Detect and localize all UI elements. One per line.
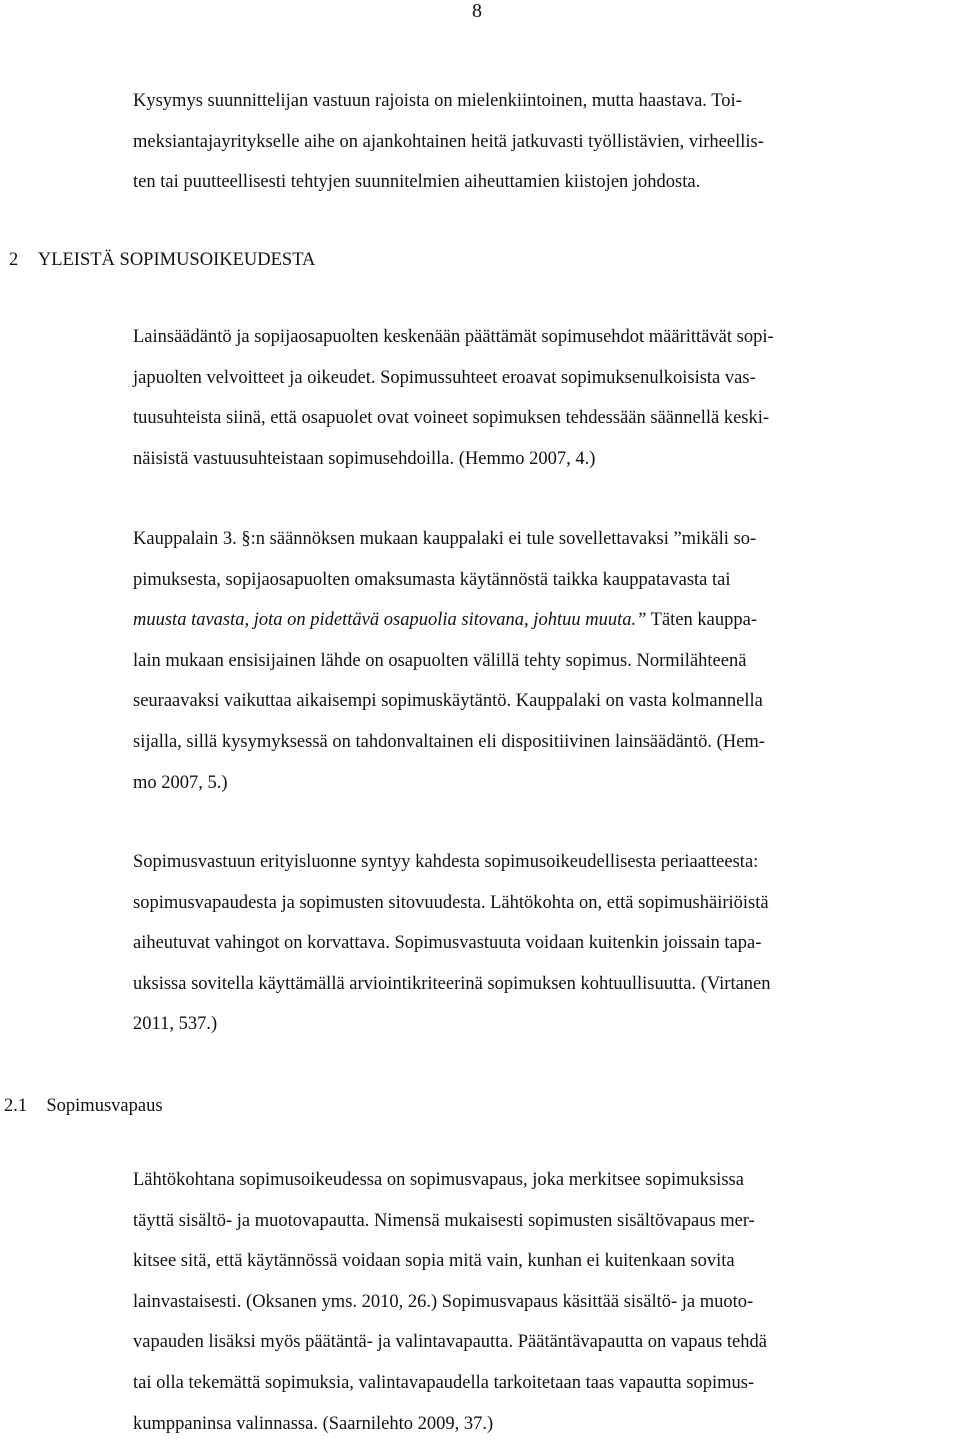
- paragraph-line: 2011, 537.): [133, 1014, 218, 1035]
- paragraph-text: Täten kauppa-: [646, 610, 757, 631]
- paragraph-line: tai olla tekemättä sopimuksia, valintavapaudella tarkoitetaan taas vapautta sopimus-: [133, 1372, 755, 1393]
- paragraph-line: kitsee sitä, että käytännössä voidaan sopia mitä vain, kunhan ei kuitenkaan sovita: [133, 1251, 735, 1272]
- section-number: 2: [9, 250, 19, 270]
- paragraph-line: lainvastaisesti. (Oksanen yms. 2010, 26.) Sopimusvapaus käsittää sisältö- ja muoto-: [133, 1291, 754, 1312]
- paragraph-line: aiheutuvat vahingot on korvattava. Sopimusvastuuta voidaan kuitenkin joissain tapa-: [133, 933, 762, 954]
- paragraph-line: uksissa sovitella käyttämällä arviointikriteerinä sopimuksen kohtuullisuutta. (Virtanen: [133, 973, 771, 994]
- paragraph-line: lain mukaan ensisijainen lähde on osapuolten välillä tehty sopimus. Normilähteenä: [133, 650, 747, 671]
- paragraph-line: Kauppalain 3. §:n säännöksen mukaan kauppalaki ei tule sovellettavaksi ”mikäli so-: [133, 529, 757, 549]
- paragraph-line: täyttä sisältö- ja muotovapautta. Nimensä mukaisesti sopimusten sisältövapaus mer-: [133, 1210, 755, 1231]
- paragraph-line: Lainsäädäntö ja sopijaosapuolten keskenään päättämät sopimusehdot määrittävät sopi-: [133, 327, 774, 347]
- paragraph-line: mo 2007, 5.): [133, 772, 228, 793]
- section-number: 2.1: [4, 1096, 28, 1116]
- paragraph-intro: [133, 81, 955, 203]
- paragraph-sales-act: [133, 519, 955, 803]
- paragraph-line: kumppaninsa valinnassa. (Saarnilehto 2009, 37.): [133, 1413, 494, 1434]
- paragraph-line: Lähtökohtana sopimusoikeudessa on sopimusvapaus, joka merkitsee sopimuksissa: [133, 1170, 744, 1190]
- section-heading-2: [9, 240, 315, 280]
- paragraph-line: japuolten velvoitteet ja oikeudet. Sopimussuhteet eroavat sopimuksenulkoisista vas-: [133, 367, 756, 388]
- quoted-law-text: muusta tavasta, jota on pidettävä osapuolia sitovana, johtuu muuta.”: [133, 610, 647, 631]
- paragraph-line: sopimusvapaudesta ja sopimusten sitovuudesta. Lähtökohta on, että sopimushäiriöistä: [133, 892, 769, 913]
- paragraph-contract-law: [133, 317, 955, 479]
- paragraph-line: vapauden lisäksi myös päätäntä- ja valintavapautta. Päätäntävapautta on vapaus tehdä: [133, 1332, 767, 1353]
- paragraph-line: Kysymys suunnittelijan vastuun rajoista on mielenkiintoinen, mutta haastava. Toi-: [133, 91, 742, 111]
- section-title: Sopimusvapaus: [46, 1096, 163, 1116]
- paragraph-line: Sopimusvastuun erityisluonne syntyy kahdesta sopimusoikeudellisesta periaatteesta:: [133, 852, 759, 872]
- paragraph-line: sijalla, sillä kysymyksessä on tahdonvaltainen eli dispositiivinen lainsäädäntö. (Hem-: [133, 731, 765, 752]
- paragraph-line: ten tai puutteellisesti tehtyjen suunnitelmien aiheuttamien kiistojen johdosta.: [133, 172, 701, 193]
- paragraph-line: meksiantajayritykselle aihe on ajankohtainen heitä jatkuvasti työllistävien, virheellis-: [133, 131, 764, 152]
- paragraph-freedom-of-contract: [133, 1160, 955, 1444]
- section-heading-2-1: [4, 1086, 163, 1126]
- paragraph-line: tuusuhteista siinä, että osapuolet ovat voineet sopimuksen tehdessään säännellä keski-: [133, 408, 770, 429]
- paragraph-line: näisistä vastuusuhteistaan sopimusehdoilla. (Hemmo 2007, 4.): [133, 448, 596, 469]
- paragraph-line: seuraavaksi vaikuttaa aikaisempi sopimuskäytäntö. Kauppalaki on vasta kolmannella: [133, 691, 763, 712]
- section-title: YLEISTÄ SOPIMUSOIKEUDESTA: [37, 250, 316, 270]
- page-number: 8: [472, 0, 482, 22]
- paragraph-contract-liability: [133, 842, 955, 1045]
- paragraph-line: pimuksesta, sopijaosapuolten omaksumasta käytännöstä taikka kauppatavasta tai: [133, 569, 731, 590]
- paragraph-line: [133, 600, 955, 641]
